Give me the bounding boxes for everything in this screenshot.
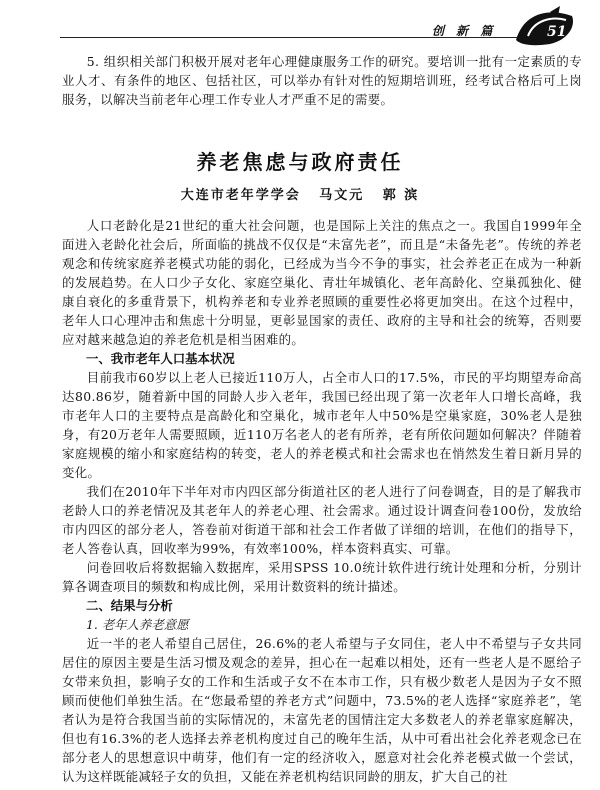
- author-name: 马文元: [319, 188, 365, 203]
- author-organization: 大连市老年学学会: [180, 188, 301, 203]
- page-number: 51: [547, 24, 567, 40]
- page-number-badge-icon: [510, 6, 580, 46]
- paragraph-willingness: 近一半的老人希望自己居住，26.6%的老人希望与子女同住，老人中不希望与子女共同居住的原因主要是生活习惯及观念的差异，担心在一起难以相处，还有一些老人是不愿给子女带来负担，影响子女的工作和生活或子女不在本市工作，只有极少数老人是因为子女不照顾而使他们单独生活。在“您最希望的养老方式”问题中，73.5%的老人选择“家庭养老”，笔者认为是符合我国当前的实际情况的，未富先老的国情注定大多数老人的养老靠家庭解决，但也有16.3%的老人选择去养老机构度过自己的晚年生活，从中可看出社会化养老观念已在部分老人的思想意识中萌芽，他们有一定的经济收入，愿意对社会化养老模式做一个尝试，认为这样既能减轻子女的负担，又能在养老机构结识同龄的朋友，扩大自己的社: [62, 636, 582, 784]
- paragraph-intro: 人口老龄化是21世纪的重大社会问题，也是国际上关注的焦点之一。我国自1999年全面进入老龄化社会后，所面临的挑战不仅仅是“未富先老”，而且是“未备先老”。传统的养老观念和传统家庭养老模式功能的弱化，已经成为当今不争的事实，社会养老正在成为一种新的发展趋势。在人口少子女化、家庭空巢化、青壮年城镇化、老年高龄化、空巢孤独化、健康自衰化的多重背景下，机构养老和专业养老照顾的重要性必将更加突出。在这个过程中，老年人口心理冲击和焦虑十分明显，更彰显国家的责任、政府的主导和社会的统筹，否则要应对越来越急迫的养老危机是相当困难的。: [62, 218, 582, 347]
- article-title: 养老焦虑与政府责任: [196, 150, 404, 174]
- intro-item-5: 5. 组织相关部门积极开展对老年心理健康服务工作的研究。要培训一批有一定素质的专业人才、有条件的地区、包括社区，可以举办有针对性的短期培训班，经考试合格后可上岗服务，以解决当前老年心理工作专业人才严重不足的需要。: [62, 54, 582, 107]
- paragraph-population: 目前我市60岁以上老人已接近110万人，占全市人口的17.5%，市民的平均期望寿命高达80.86岁，随着新中国的同龄人步入老年，我国已经出现了第一次老年人口增长高峰，我市老年人口的主要特点是高龄化和空巢化，城市老年人中50%是空巢家庭，30%老人是独身，有20万老年人需要照顾，近110万名老人的老有所养，老有所依问题如何解决？伴随着家庭规模的缩小和家庭结构的转变，老人的养老模式和社会需求也在悄然发生着日新月异的变化。: [62, 370, 582, 480]
- section-heading: 一、我市老年人口基本状况: [86, 351, 235, 366]
- running-header-section: 创 新 篇: [432, 24, 497, 38]
- subsection-heading: 1. 老年人养老意愿: [86, 617, 189, 632]
- author-name: 郭 滨: [382, 188, 420, 203]
- paragraph-method: 问卷回收后将数据输入数据库，采用SPSS 10.0统计软件进行统计处理和分析，分别计算各调查项目的频数和构成比例，采用计数资料的统计描述。: [62, 560, 582, 594]
- paragraph-survey: 我们在2010年下半年对市内四区部分街道社区的老人进行了问卷调查，目的是了解我市老龄人口的养老情况及其老年人的养老心理、社会需求。通过设计调查问卷100份，发放给市内四区的部分老人，答卷前对街道干部和社会工作者做了详细的培训，在他们的指导下，老人答卷认真，回收率为99%，有效率100%，样本资料真实、可靠。: [62, 484, 582, 556]
- section-heading: 二、结果与分析: [86, 598, 173, 613]
- article-byline: [0, 184, 600, 203]
